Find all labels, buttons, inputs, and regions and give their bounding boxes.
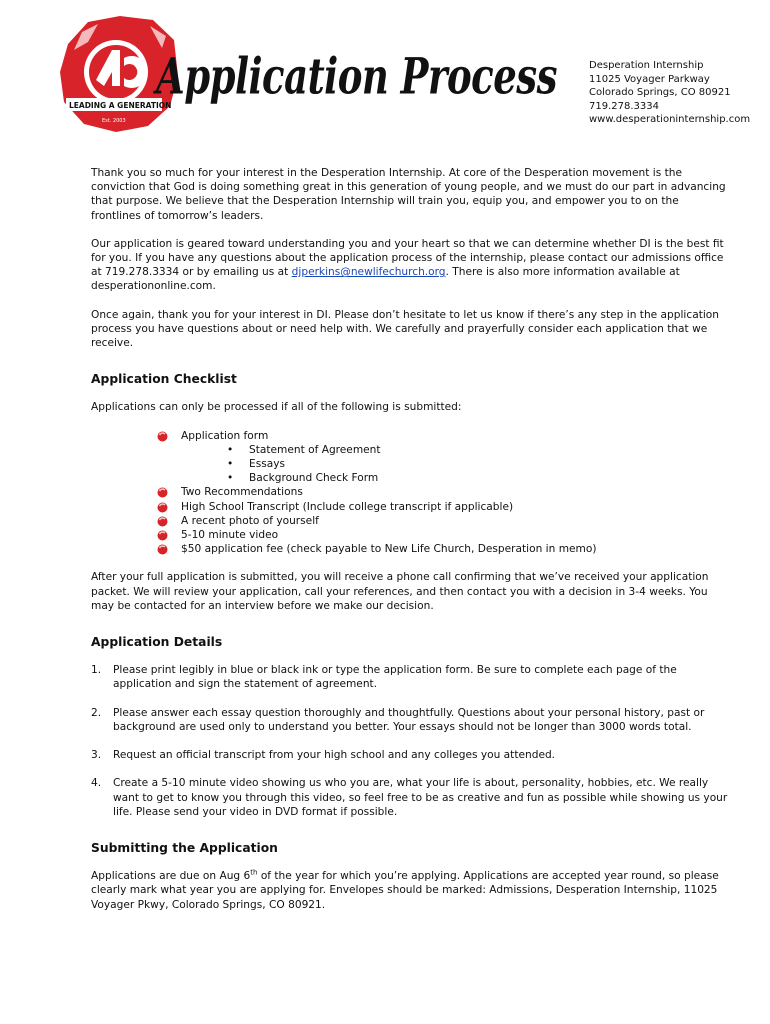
address-website: www.desperationinternship.com [589,114,751,125]
logo-text: LEADING A GENERATION [69,101,172,110]
address-city: Colorado Springs, CO 80921 [589,87,731,98]
submitting-text-before: Applications are due on Aug 6 [91,870,251,883]
checklist-item [155,485,731,499]
details-heading: Application Details [91,635,223,650]
checklist-after: After your full application is submitted, you will receive a phone call confirming that we’ve received your application packet. We will review your application, call your references, and then contact you with a decision in 3-4 weeks. You may be contacted for an interview before we make our decision. [91,571,709,612]
red-bullet-icon [157,530,168,541]
sublist-item: • Background Check Form [225,471,731,485]
details-item [91,748,731,762]
red-bullet-icon [157,431,168,442]
details-text: Please answer each essay question thoroughly and thoughtfully. Questions about your personal history, past or background are used only to understand you better. Your essays should not be longer than 3000 words total. [113,706,705,733]
submitting-sup: th [250,868,258,877]
application-form-sublist [181,443,731,486]
address-phone: 719.278.3334 [589,100,659,112]
checklist-item-label: 5-10 minute video [181,529,279,542]
red-bullet-icon [157,544,168,555]
document-body [91,166,731,926]
checklist-item [155,514,731,528]
details-number: 3. [91,749,102,762]
intro-p2-before: Our application is geared toward understanding you and your heart so that we can determine whether DI is the best fit for you. If you have any questions about the application process of the internship, please contact our admissions office at 719.278.3334 or by emailing us at [91,237,724,279]
details-item [91,706,731,734]
details-item [91,776,731,819]
details-item [91,663,731,691]
address-org: Desperation Internship [589,60,704,71]
details-number: 1. [91,664,102,677]
sublist-item: • Essays [225,457,731,471]
red-bullet-icon [157,487,168,498]
submitting-heading: Submitting the Application [91,840,278,855]
intro-paragraph-2 [91,237,731,294]
intro-p2-after: . There is also more information available at desperationonline.com. [91,266,680,293]
checklist-item [155,528,731,542]
checklist-item-label: High School Transcript (Include college transcript if applicable) [181,500,514,513]
checklist-item-label: $50 application fee (check payable to New Life Church, Desperation in memo) [181,543,597,556]
checklist-item-label: Two Recommendations [181,486,303,499]
details-text: Please print legibly in blue or black ink or type the application form. Be sure to complete each page of the application and sign the statement of agreement. [113,664,677,691]
intro-paragraph-1: Thank you so much for your interest in the Desperation Internship. At core of the Desperation movement is the conviction that God is doing something great in this generation of young people, and we must do our part in advancing that purpose. We believe that the Desperation Internship will train you, equip you, and empower you to on the frontlines of tomorrow’s leaders. [91,167,726,222]
red-bullet-icon [157,516,168,527]
address-street: 11025 Voyager Parkway [589,73,710,85]
checklist-item [155,500,731,514]
details-list [91,663,731,819]
logo-subtext: Est. 2003 [102,118,126,124]
checklist-lead: Applications can only be processed if all of the following is submitted: [91,401,462,414]
details-number: 2. [91,706,102,719]
page-title: Application Process [156,46,557,106]
intro-paragraph-3: Once again, thank you for your interest in DI. Please don’t hesitate to let us know if there’s any step in the application process you have questions about or need help with. We carefully and prayerfully consider each application that we receive. [91,308,719,350]
submitting-text-after: of the year for which you’re applying. Applications are accepted year round, so please clearly mark what year you are applying for. Envelopes should be marked: Admissions, Desperation Internship, 11025 Voyager Pkwy, Colorado Springs, CO 80921. [91,870,719,911]
checklist-item-label: Application form [181,429,269,442]
sublist-item: • Statement of Agreement [225,443,731,457]
email-link[interactable]: djperkins@newlifechurch.org [291,266,446,279]
details-number: 4. [91,777,102,790]
checklist [91,429,731,557]
checklist-item [155,542,731,556]
submitting-paragraph [91,869,731,912]
details-text: Create a 5-10 minute video showing us who you are, what your life is about, personality, hobbies, etc. We really want to get to know you through this video, so feel free to be as creative and fun as possible while showing us your life. Please send your video in DVD format if possible. [113,777,728,818]
checklist-item-label: A recent photo of yourself [181,514,319,527]
checklist-heading: Application Checklist [91,372,237,387]
checklist-item [155,429,731,486]
red-bullet-icon [157,502,168,513]
address-block [589,59,750,127]
details-text: Request an official transcript from your high school and any colleges you attended. [113,749,556,762]
